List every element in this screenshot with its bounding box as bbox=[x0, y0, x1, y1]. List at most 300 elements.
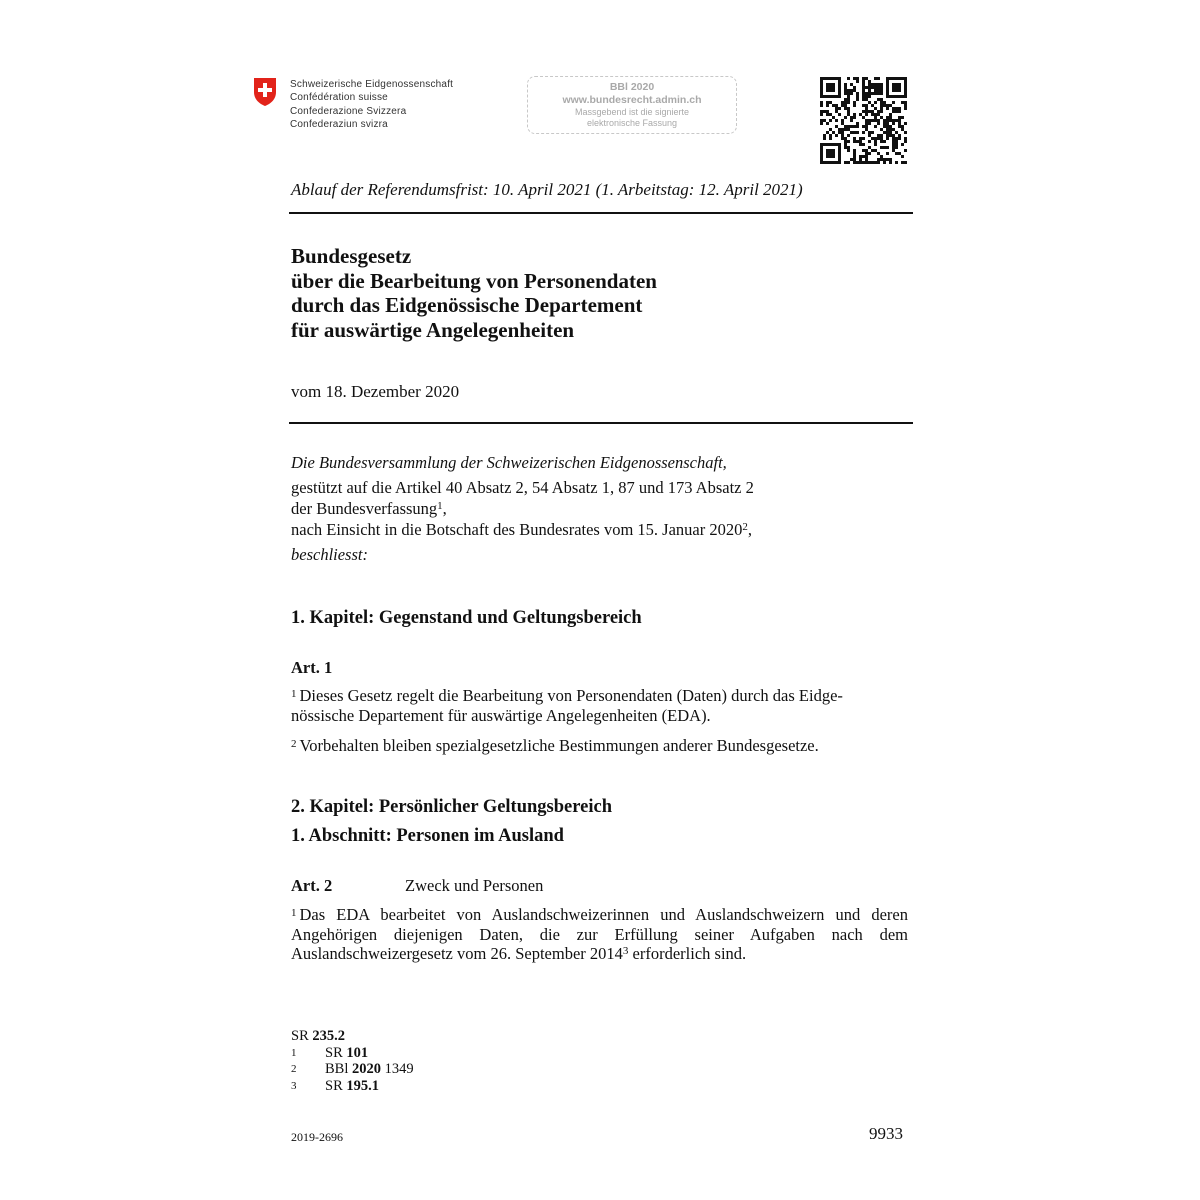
footnote-ref-2: 2 bbox=[742, 521, 748, 533]
qr-module bbox=[832, 152, 835, 155]
qr-module bbox=[898, 95, 901, 98]
qr-module bbox=[847, 92, 850, 95]
qr-module bbox=[868, 161, 871, 164]
qr-module bbox=[820, 161, 823, 164]
federal-name-rm: Confederaziun svizra bbox=[290, 118, 388, 130]
qr-module bbox=[889, 161, 892, 164]
qr-module bbox=[868, 92, 871, 95]
qr-module bbox=[826, 110, 829, 113]
qr-module bbox=[874, 92, 877, 95]
qr-module bbox=[886, 104, 889, 107]
qr-module bbox=[835, 134, 838, 137]
qr-module bbox=[898, 116, 901, 119]
qr-module bbox=[889, 119, 892, 122]
qr-module bbox=[850, 83, 853, 86]
qr-module bbox=[871, 149, 874, 152]
qr-module bbox=[853, 137, 856, 140]
qr-module bbox=[871, 119, 874, 122]
qr-module bbox=[829, 137, 832, 140]
qr-module bbox=[892, 89, 895, 92]
qr-module bbox=[874, 113, 877, 116]
qr-module bbox=[880, 104, 883, 107]
qr-module bbox=[880, 92, 883, 95]
qr-module bbox=[847, 107, 850, 110]
qr-module bbox=[820, 143, 823, 146]
qr-module bbox=[895, 77, 898, 80]
stamp-note-2: elektronische Fassung bbox=[586, 118, 678, 128]
qr-module bbox=[832, 155, 835, 158]
qr-module bbox=[829, 134, 832, 137]
qr-module bbox=[886, 152, 889, 155]
qr-module bbox=[820, 110, 823, 113]
qr-module bbox=[832, 116, 835, 119]
qr-module bbox=[829, 83, 832, 86]
qr-module bbox=[835, 104, 838, 107]
qr-module bbox=[892, 149, 895, 152]
qr-module bbox=[820, 122, 823, 125]
qr-module bbox=[859, 158, 862, 161]
qr-module bbox=[838, 149, 841, 152]
qr-module bbox=[880, 134, 883, 137]
qr-module bbox=[838, 95, 841, 98]
qr-module bbox=[886, 134, 889, 137]
qr-module bbox=[871, 131, 874, 134]
qr-module bbox=[898, 134, 901, 137]
qr-module bbox=[883, 122, 886, 125]
qr-module bbox=[847, 134, 850, 137]
article-2-title: Zweck und Personen bbox=[405, 876, 544, 895]
qr-module bbox=[853, 89, 856, 92]
qr-module bbox=[826, 149, 829, 152]
qr-module bbox=[895, 146, 898, 149]
qr-module bbox=[841, 131, 844, 134]
qr-module bbox=[835, 161, 838, 164]
qr-module bbox=[829, 86, 832, 89]
qr-module bbox=[904, 161, 907, 164]
qr-module bbox=[823, 137, 826, 140]
qr-module bbox=[853, 158, 856, 161]
qr-module bbox=[901, 155, 904, 158]
preamble bbox=[291, 452, 754, 565]
qr-module bbox=[859, 140, 862, 143]
qr-module bbox=[892, 83, 895, 86]
qr-module bbox=[862, 131, 865, 134]
qr-module bbox=[886, 119, 889, 122]
qr-module bbox=[835, 107, 838, 110]
qr-module bbox=[844, 125, 847, 128]
qr-module bbox=[865, 122, 868, 125]
footnote-ref-1: 1 bbox=[437, 500, 443, 512]
qr-module bbox=[853, 101, 856, 104]
qr-module bbox=[904, 92, 907, 95]
qr-module bbox=[874, 89, 877, 92]
qr-module bbox=[904, 86, 907, 89]
qr-module bbox=[862, 92, 865, 95]
qr-module bbox=[886, 77, 889, 80]
qr-module bbox=[823, 77, 826, 80]
qr-module bbox=[829, 161, 832, 164]
qr-module bbox=[862, 161, 865, 164]
qr-module bbox=[862, 83, 865, 86]
qr-module bbox=[865, 104, 868, 107]
article-1-paragraph-1: $^1$ Dieses Gesetz regelt die Bearbeitung von Personendaten (Daten) durch das Eidge- nössische Departement für auswärtige Angelegenheiten (EDA). bbox=[291, 686, 843, 725]
qr-module bbox=[832, 83, 835, 86]
qr-module bbox=[892, 110, 895, 113]
qr-module bbox=[847, 89, 850, 92]
qr-module bbox=[904, 140, 907, 143]
qr-module bbox=[868, 119, 871, 122]
qr-module bbox=[838, 131, 841, 134]
qr-module bbox=[883, 161, 886, 164]
qr-module bbox=[877, 98, 880, 101]
qr-module bbox=[853, 131, 856, 134]
qr-module bbox=[859, 161, 862, 164]
article-2-paragraph-1: $^1$ Das EDA bearbeitet von Auslandschweizerinnen und Auslandschweizern und deren Angehörigen diejenigen Daten, die zur Erfüllung seiner Aufgaben nach dem Auslandschweizergesetz vom 26. September 2014$^3$ erforderlich sind. bbox=[291, 905, 908, 963]
qr-module bbox=[841, 122, 844, 125]
qr-module bbox=[892, 143, 895, 146]
qr-module bbox=[820, 83, 823, 86]
qr-module bbox=[835, 143, 838, 146]
qr-module bbox=[883, 104, 886, 107]
qr-module bbox=[883, 146, 886, 149]
qr-module bbox=[871, 137, 874, 140]
qr-module bbox=[862, 143, 865, 146]
qr-module bbox=[883, 131, 886, 134]
qr-module bbox=[895, 131, 898, 134]
title-line-1: Bundesgesetz bbox=[291, 244, 412, 268]
qr-module bbox=[865, 86, 868, 89]
qr-module bbox=[904, 83, 907, 86]
qr-module bbox=[892, 101, 895, 104]
qr-module bbox=[856, 77, 859, 80]
qr-module bbox=[874, 149, 877, 152]
qr-module bbox=[865, 149, 868, 152]
qr-module bbox=[820, 146, 823, 149]
qr-module bbox=[898, 110, 901, 113]
qr-module bbox=[895, 86, 898, 89]
qr-module bbox=[889, 125, 892, 128]
qr-module bbox=[847, 101, 850, 104]
qr-module bbox=[862, 116, 865, 119]
qr-module bbox=[826, 86, 829, 89]
qr-module bbox=[826, 101, 829, 104]
qr-module bbox=[829, 143, 832, 146]
qr-module bbox=[874, 137, 877, 140]
qr-module bbox=[868, 95, 871, 98]
qr-module bbox=[823, 119, 826, 122]
qr-module bbox=[826, 155, 829, 158]
qr-module bbox=[901, 125, 904, 128]
qr-module bbox=[889, 134, 892, 137]
qr-module bbox=[856, 125, 859, 128]
qr-module bbox=[886, 107, 889, 110]
chapter-1-heading: 1. Kapitel: Gegenstand und Geltungsbereich bbox=[291, 608, 642, 628]
qr-module bbox=[850, 89, 853, 92]
qr-module bbox=[868, 131, 871, 134]
qr-module bbox=[844, 161, 847, 164]
qr-module bbox=[874, 107, 877, 110]
article-1-heading: Art. 1 bbox=[291, 658, 333, 677]
qr-module bbox=[883, 125, 886, 128]
preamble-basis-line-2: der Bundesverfassung$^1$, bbox=[291, 499, 447, 518]
qr-module bbox=[856, 122, 859, 125]
qr-module bbox=[856, 161, 859, 164]
qr-module bbox=[862, 155, 865, 158]
footnote-2: 2 BBl 2020 1349 bbox=[291, 1061, 414, 1077]
qr-module bbox=[886, 146, 889, 149]
qr-module bbox=[826, 131, 829, 134]
qr-module bbox=[904, 107, 907, 110]
qr-module bbox=[829, 113, 832, 116]
qr-module bbox=[856, 80, 859, 83]
qr-module bbox=[850, 158, 853, 161]
qr-module bbox=[853, 125, 856, 128]
qr-module bbox=[886, 125, 889, 128]
qr-module bbox=[868, 83, 871, 86]
qr-module bbox=[826, 83, 829, 86]
qr-module bbox=[898, 137, 901, 140]
qr-module bbox=[868, 86, 871, 89]
qr-module bbox=[853, 155, 856, 158]
qr-module bbox=[838, 80, 841, 83]
qr-module bbox=[865, 98, 868, 101]
qr-module bbox=[847, 125, 850, 128]
qr-module bbox=[874, 77, 877, 80]
qr-module bbox=[886, 83, 889, 86]
qr-module bbox=[844, 137, 847, 140]
qr-module bbox=[877, 158, 880, 161]
qr-module bbox=[829, 77, 832, 80]
qr-module bbox=[865, 110, 868, 113]
qr-module bbox=[880, 98, 883, 101]
qr-module bbox=[874, 119, 877, 122]
qr-module bbox=[853, 104, 856, 107]
qr-module bbox=[820, 152, 823, 155]
qr-module bbox=[832, 89, 835, 92]
qr-module bbox=[904, 101, 907, 104]
footnote-3: 3 SR 195.1 bbox=[291, 1077, 379, 1094]
enactment-date: vom 18. Dezember 2020 bbox=[291, 382, 460, 401]
qr-module bbox=[901, 128, 904, 131]
qr-module bbox=[904, 122, 907, 125]
qr-module bbox=[862, 104, 865, 107]
qr-module bbox=[847, 149, 850, 152]
qr-module bbox=[856, 131, 859, 134]
qr-module bbox=[820, 155, 823, 158]
qr-module bbox=[895, 161, 898, 164]
qr-module bbox=[904, 80, 907, 83]
qr-module bbox=[838, 161, 841, 164]
qr-module bbox=[853, 116, 856, 119]
qr-module bbox=[892, 122, 895, 125]
publication-stamp bbox=[527, 76, 737, 134]
qr-module bbox=[862, 125, 865, 128]
federal-administration-names bbox=[290, 78, 453, 131]
qr-module bbox=[841, 101, 844, 104]
qr-module bbox=[832, 104, 835, 107]
article-1-paragraph-2: $^2$ Vorbehalten bleiben spezialgesetzliche Bestimmungen anderer Bundesgesetze. bbox=[291, 736, 819, 755]
qr-module bbox=[820, 95, 823, 98]
qr-module bbox=[832, 131, 835, 134]
qr-module bbox=[823, 143, 826, 146]
qr-module bbox=[898, 77, 901, 80]
qr-module bbox=[886, 128, 889, 131]
qr-module bbox=[844, 92, 847, 95]
qr-module bbox=[847, 113, 850, 116]
qr-module bbox=[856, 95, 859, 98]
qr-module bbox=[898, 86, 901, 89]
qr-module bbox=[886, 122, 889, 125]
qr-module bbox=[838, 107, 841, 110]
qr-module bbox=[871, 161, 874, 164]
qr-module bbox=[892, 86, 895, 89]
document-number: 2019-2696 bbox=[291, 1130, 343, 1144]
qr-module bbox=[826, 104, 829, 107]
qr-module bbox=[835, 119, 838, 122]
qr-module bbox=[883, 119, 886, 122]
qr-module bbox=[820, 86, 823, 89]
qr-module bbox=[838, 158, 841, 161]
qr-module bbox=[895, 107, 898, 110]
qr-module bbox=[898, 122, 901, 125]
qr-module bbox=[868, 146, 871, 149]
qr-module bbox=[904, 95, 907, 98]
qr-module bbox=[865, 107, 868, 110]
title-rule bbox=[289, 422, 913, 424]
qr-module bbox=[883, 101, 886, 104]
qr-module bbox=[820, 77, 823, 80]
qr-module bbox=[904, 89, 907, 92]
qr-module bbox=[820, 113, 823, 116]
qr-module bbox=[877, 113, 880, 116]
qr-module bbox=[874, 83, 877, 86]
qr-module bbox=[880, 89, 883, 92]
article-2-heading: Art. 2 Zweck und Personen bbox=[291, 876, 544, 895]
qr-module bbox=[853, 161, 856, 164]
qr-module bbox=[847, 140, 850, 143]
qr-module bbox=[853, 86, 856, 89]
qr-module bbox=[850, 116, 853, 119]
qr-module bbox=[895, 119, 898, 122]
qr-module bbox=[862, 110, 865, 113]
qr-module bbox=[826, 113, 829, 116]
qr-module bbox=[892, 128, 895, 131]
qr-module bbox=[838, 113, 841, 116]
qr-module bbox=[880, 128, 883, 131]
qr-module bbox=[820, 89, 823, 92]
qr-module bbox=[820, 101, 823, 104]
qr-module bbox=[853, 113, 856, 116]
page-number: 9933 bbox=[869, 1124, 903, 1143]
qr-module bbox=[820, 104, 823, 107]
qr-module bbox=[898, 107, 901, 110]
qr-module bbox=[838, 92, 841, 95]
qr-module bbox=[835, 125, 838, 128]
qr-module bbox=[865, 77, 868, 80]
qr-module bbox=[841, 134, 844, 137]
qr-module bbox=[865, 158, 868, 161]
qr-module bbox=[838, 89, 841, 92]
qr-module bbox=[889, 104, 892, 107]
qr-module bbox=[829, 152, 832, 155]
qr-module bbox=[820, 158, 823, 161]
qr-module bbox=[838, 128, 841, 131]
qr-module bbox=[901, 161, 904, 164]
title-line-4: für auswärtige Angelegenheiten bbox=[291, 317, 575, 342]
qr-module bbox=[838, 77, 841, 80]
qr-module bbox=[847, 95, 850, 98]
qr-module bbox=[889, 158, 892, 161]
qr-module bbox=[856, 98, 859, 101]
qr-module bbox=[874, 143, 877, 146]
qr-module bbox=[844, 128, 847, 131]
preamble-message: nach Einsicht in die Botschaft des Bundesrates vom 15. Januar 2020$^2$, bbox=[291, 520, 752, 539]
qr-module bbox=[844, 107, 847, 110]
qr-module bbox=[901, 101, 904, 104]
qr-module bbox=[895, 143, 898, 146]
qr-module bbox=[904, 149, 907, 152]
qr-module bbox=[862, 77, 865, 80]
qr-module bbox=[841, 128, 844, 131]
qr-module bbox=[859, 137, 862, 140]
qr-module bbox=[895, 152, 898, 155]
qr-module bbox=[859, 155, 862, 158]
qr-module bbox=[898, 83, 901, 86]
qr-module bbox=[895, 83, 898, 86]
swiss-cross-emblem-icon bbox=[253, 77, 277, 107]
qr-module bbox=[877, 83, 880, 86]
qr-module bbox=[892, 146, 895, 149]
qr-module bbox=[838, 143, 841, 146]
qr-module bbox=[877, 134, 880, 137]
qr-module bbox=[847, 110, 850, 113]
qr-module bbox=[823, 161, 826, 164]
qr-module bbox=[823, 134, 826, 137]
federal-name-it: Confederazione Svizzera bbox=[290, 105, 407, 117]
qr-module bbox=[889, 131, 892, 134]
qr-module bbox=[853, 149, 856, 152]
qr-module bbox=[877, 77, 880, 80]
qr-module bbox=[892, 140, 895, 143]
qr-module bbox=[904, 131, 907, 134]
qr-module bbox=[877, 152, 880, 155]
qr-module bbox=[862, 98, 865, 101]
qr-module bbox=[904, 77, 907, 80]
qr-module bbox=[886, 86, 889, 89]
qr-module bbox=[868, 152, 871, 155]
qr-module bbox=[838, 155, 841, 158]
qr-module bbox=[901, 116, 904, 119]
qr-module bbox=[820, 92, 823, 95]
qr-module bbox=[841, 104, 844, 107]
qr-module bbox=[889, 77, 892, 80]
qr-module bbox=[892, 107, 895, 110]
qr-module bbox=[820, 119, 823, 122]
section-1-heading: 1. Abschnitt: Personen im Ausland bbox=[291, 826, 564, 846]
qr-module bbox=[862, 149, 865, 152]
qr-module bbox=[880, 146, 883, 149]
qr-module bbox=[856, 92, 859, 95]
qr-module bbox=[853, 77, 856, 80]
qr-module bbox=[826, 122, 829, 125]
qr-module bbox=[865, 155, 868, 158]
qr-module bbox=[877, 161, 880, 164]
stamp-bbl: BBl 2020 bbox=[609, 81, 655, 93]
qr-module bbox=[904, 104, 907, 107]
qr-module bbox=[898, 125, 901, 128]
qr-module bbox=[829, 149, 832, 152]
qr-module bbox=[844, 143, 847, 146]
